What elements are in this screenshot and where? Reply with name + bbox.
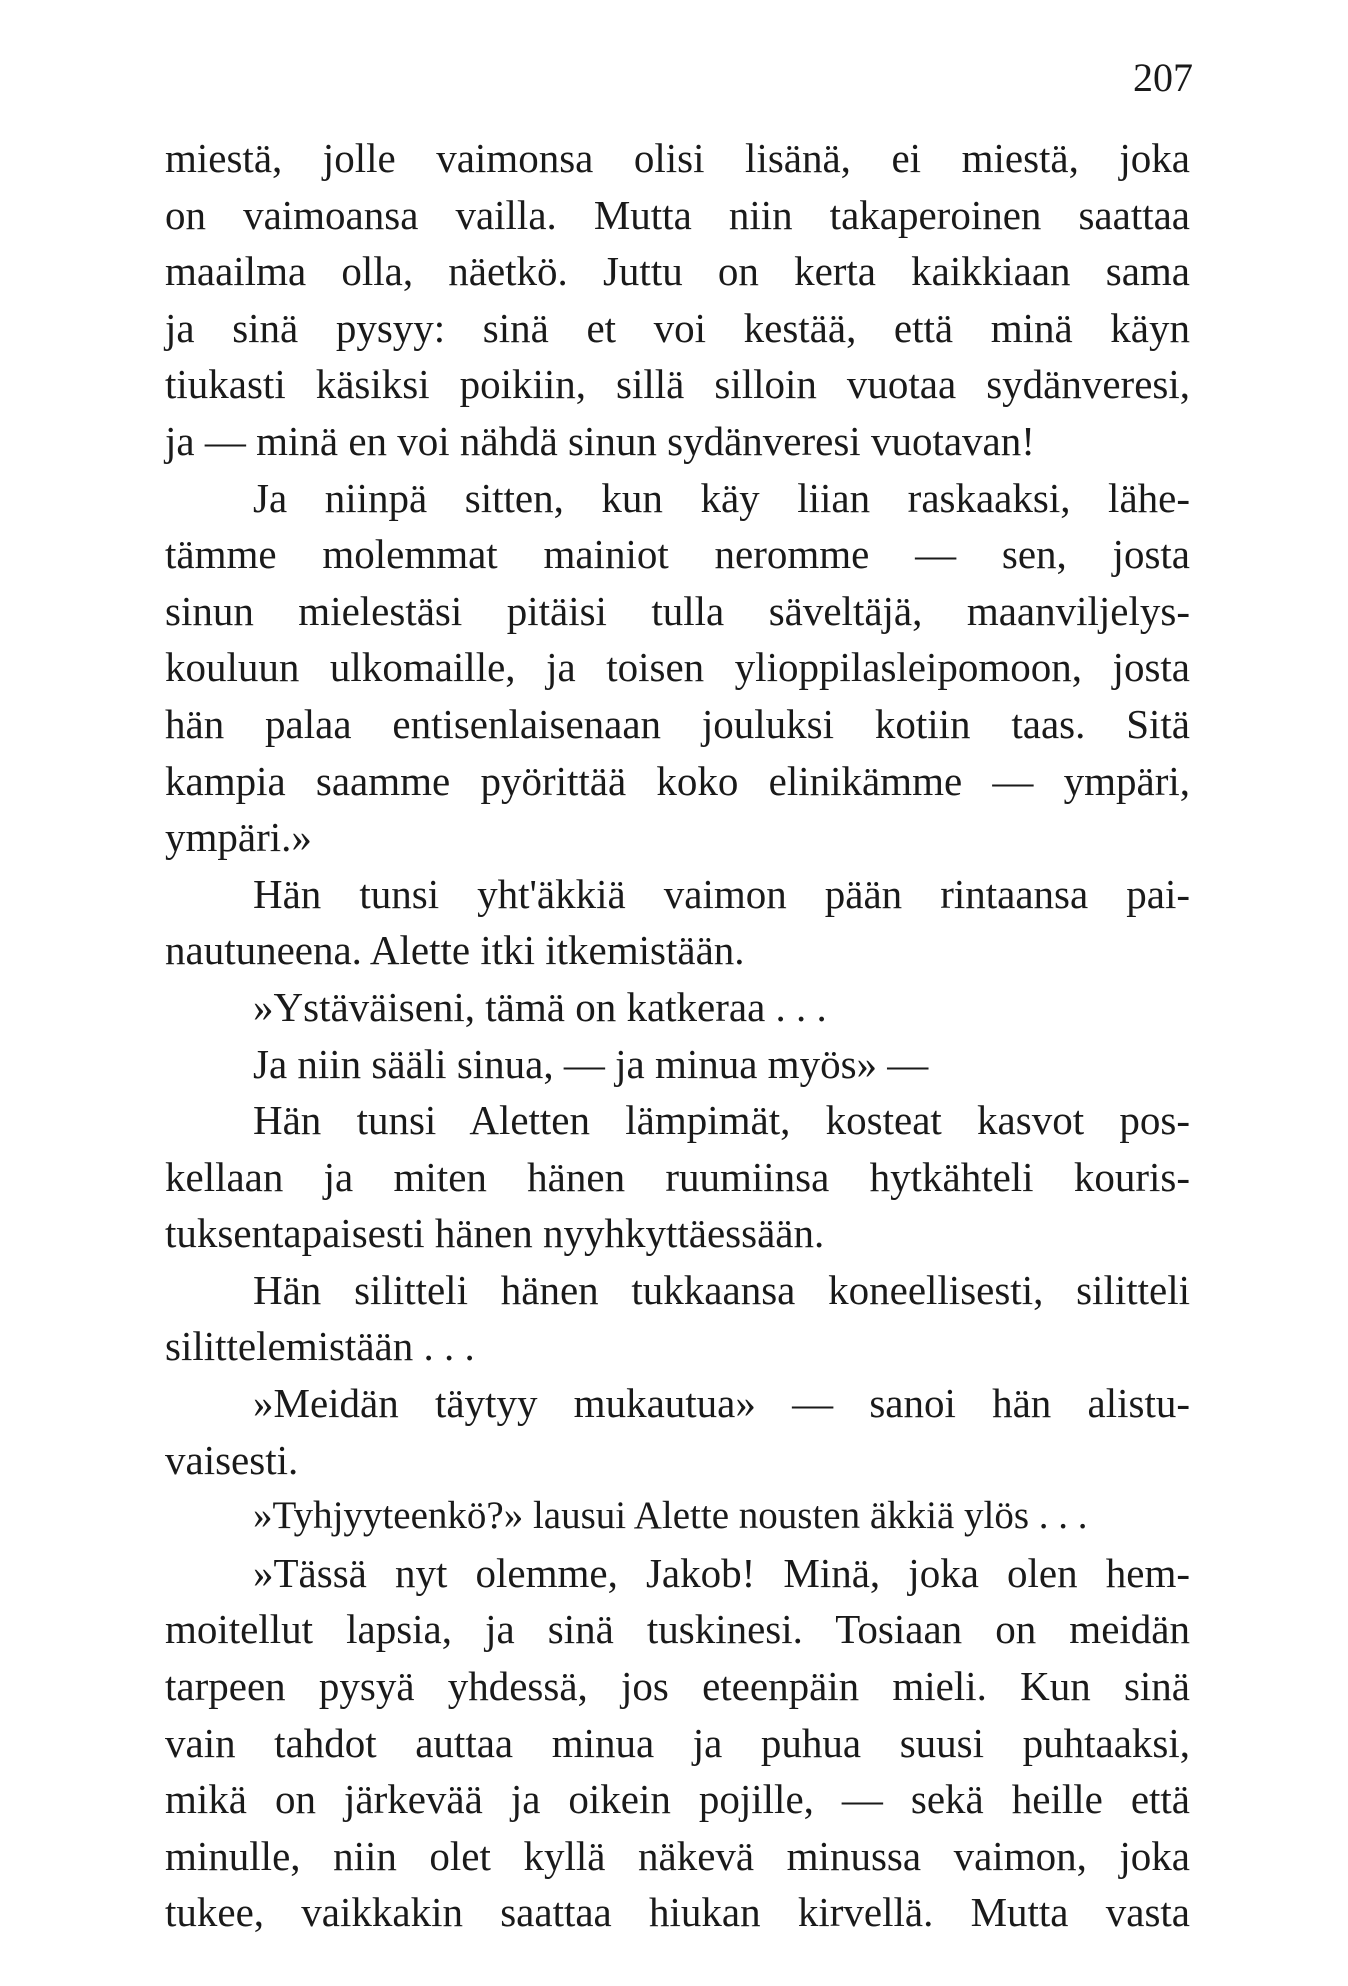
- text-line: vaisesti.: [165, 1436, 299, 1483]
- text-line: »Meidän täytyy mukautua» — sanoi hän alistu-: [253, 1380, 1190, 1427]
- text-line: Ja niinpä sitten, kun käy liian raskaaksi, lähe-: [253, 474, 1190, 521]
- text-line: »Tyhjyyteenkö?» lausui Alette nousten äkkiä ylös . . .: [253, 1494, 1088, 1538]
- text-line: sinun mielestäsi pitäisi tulla säveltäjä, maanviljelys-: [165, 587, 1190, 634]
- text-line: maailma olla, näetkö. Juttu on kerta kaikkiaan sama: [165, 248, 1190, 295]
- text-line: »Ystäväiseni, tämä on katkeraa . . .: [253, 983, 827, 1030]
- text-line: hän palaa entisenlaisenaan jouluksi kotiin taas. Sitä: [165, 700, 1190, 747]
- text-line: silittelemistään . . .: [165, 1323, 475, 1370]
- page-number: 207: [1133, 55, 1193, 100]
- text-line: mikä on järkevää ja oikein pojille, — sekä heille että: [165, 1776, 1190, 1823]
- text-line: moitellut lapsia, ja sinä tuskinesi. Tosiaan on meidän: [165, 1606, 1190, 1653]
- text-line: nautuneena. Alette itki itkemistään.: [165, 927, 745, 974]
- text-line: tämme molemmat mainiot neromme — sen, josta: [165, 531, 1190, 578]
- text-line: tukee, vaikkakin saattaa hiukan kirvellä. Mutta vasta: [165, 1889, 1190, 1936]
- text-line: minulle, niin olet kyllä näkevä minussa vaimon, joka: [165, 1832, 1190, 1879]
- text-line: miestä, jolle vaimonsa olisi lisänä, ei miestä, joka: [165, 135, 1190, 181]
- text-line: kellaan ja miten hänen ruumiinsa hytkähteli kouris-: [165, 1153, 1190, 1200]
- text-line: kampia saamme pyörittää koko elinikämme — ympäri,: [165, 757, 1190, 804]
- text-line: »Tässä nyt olemme, Jakob! Minä, joka olen hem-: [253, 1549, 1190, 1596]
- text-line: Ja niin sääli sinua, — ja minua myös» —: [253, 1040, 929, 1087]
- text-line: tarpeen pysyä yhdessä, jos eteenpäin mieli. Kun sinä: [165, 1663, 1190, 1710]
- text-line: vain tahdot auttaa minua ja puhua suusi puhtaaksi,: [165, 1719, 1190, 1766]
- text-line: ja — minä en voi nähdä sinun sydänveresi vuotavan!: [165, 417, 1035, 464]
- text-line: ympäri.»: [165, 814, 312, 861]
- text-line: on vaimoansa vailla. Mutta niin takaperoinen saattaa: [165, 191, 1190, 238]
- text-line: ja sinä pysyy: sinä et voi kestää, että minä käyn: [165, 304, 1190, 351]
- body-text: [165, 130, 1190, 1941]
- text-line: tuksentapaisesti hänen nyyhkyttäessään.: [165, 1210, 825, 1257]
- text-line: tiukasti käsiksi poikiin, sillä silloin vuotaa sydänveresi,: [165, 361, 1190, 408]
- text-line: Hän tunsi yht'äkkiä vaimon pään rintaansa pai-: [253, 870, 1190, 917]
- text-line: Hän silitteli hänen tukkaansa koneellisesti, silitteli: [253, 1266, 1190, 1313]
- text-line: Hän tunsi Aletten lämpimät, kosteat kasvot pos-: [253, 1097, 1190, 1144]
- text-line: kouluun ulkomaille, ja toisen ylioppilasleipomoon, josta: [165, 644, 1190, 691]
